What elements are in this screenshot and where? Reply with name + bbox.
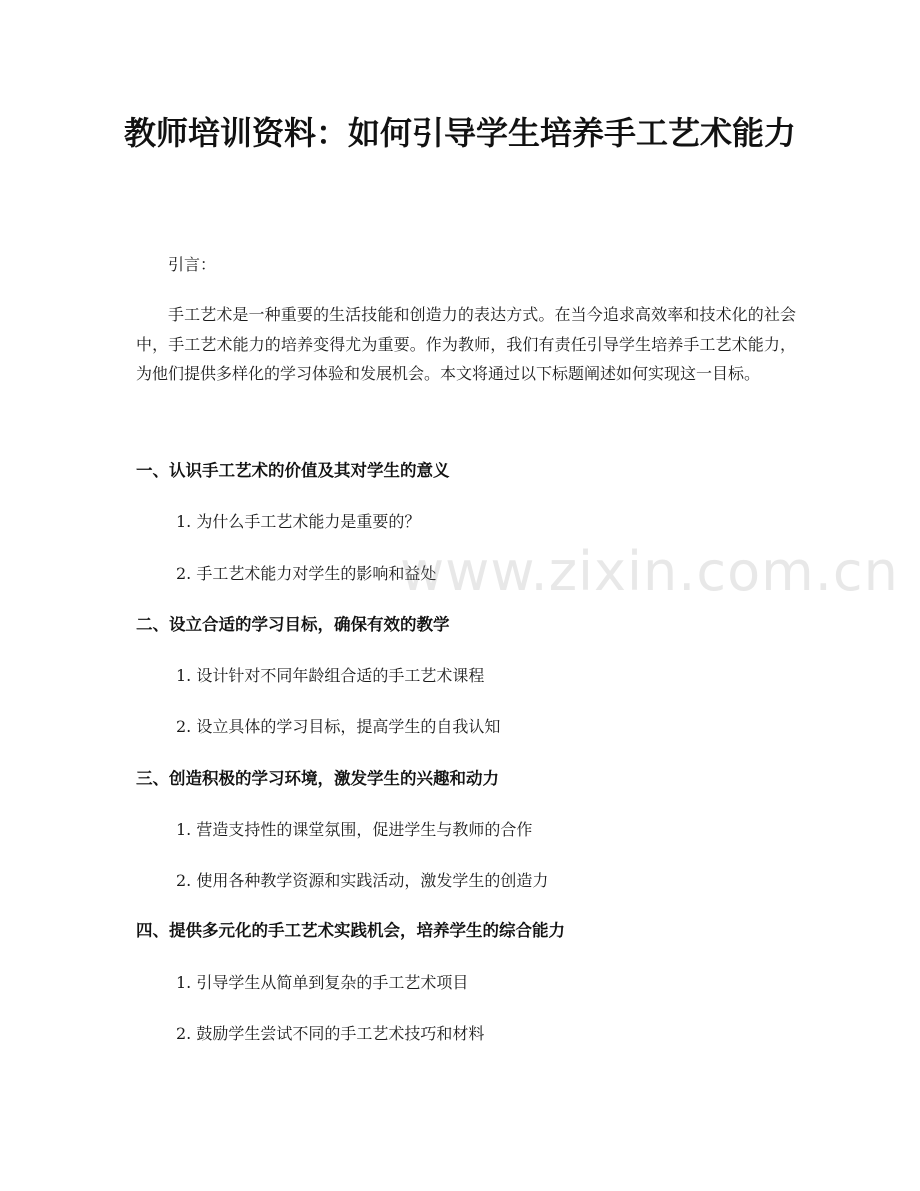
- section-heading-4: 四、提供多元化的手工艺术实践机会，培养学生的综合能力: [136, 921, 565, 940]
- section-2-item-2: 2. 设立具体的学习目标，提高学生的自我认知: [176, 717, 501, 736]
- intro-label: 引言：: [168, 255, 217, 274]
- intro-paragraph: 手工艺术是一种重要的生活技能和创造力的表达方式。在当今追求高效率和技术化的社会中，手工艺术能力的培养变得尤为重要。作为教师，我们有责任引导学生培养手工艺术能力，为他们提供多样化的学习体验和发展机会。本文将通过以下标题阐述如何实现这一目标。: [136, 305, 796, 383]
- section-3-item-2: 2. 使用各种教学资源和实践活动，激发学生的创造力: [176, 871, 549, 890]
- section-2-item-1: 1. 设计针对不同年龄组合适的手工艺术课程: [176, 666, 485, 685]
- section-heading-2: 二、设立合适的学习目标，确保有效的教学: [136, 615, 450, 634]
- section-1-item-2: 2. 手工艺术能力对学生的影响和益处: [176, 564, 437, 583]
- section-1-item-1: 1. 为什么手工艺术能力是重要的？: [176, 512, 421, 531]
- section-heading-3: 三、创造积极的学习环境，激发学生的兴趣和动力: [136, 769, 499, 788]
- document-title: 教师培训资料：如何引导学生培养手工艺术能力: [123, 114, 796, 152]
- section-heading-1: 一、认识手工艺术的价值及其对学生的意义: [136, 461, 450, 480]
- section-4-item-1: 1. 引导学生从简单到复杂的手工艺术项目: [176, 973, 469, 992]
- section-4-item-2: 2. 鼓励学生尝试不同的手工艺术技巧和材料: [176, 1024, 485, 1043]
- section-3-item-1: 1. 营造支持性的课堂氛围，促进学生与教师的合作: [176, 820, 533, 839]
- watermark: www.zixin.com.cn: [400, 540, 899, 603]
